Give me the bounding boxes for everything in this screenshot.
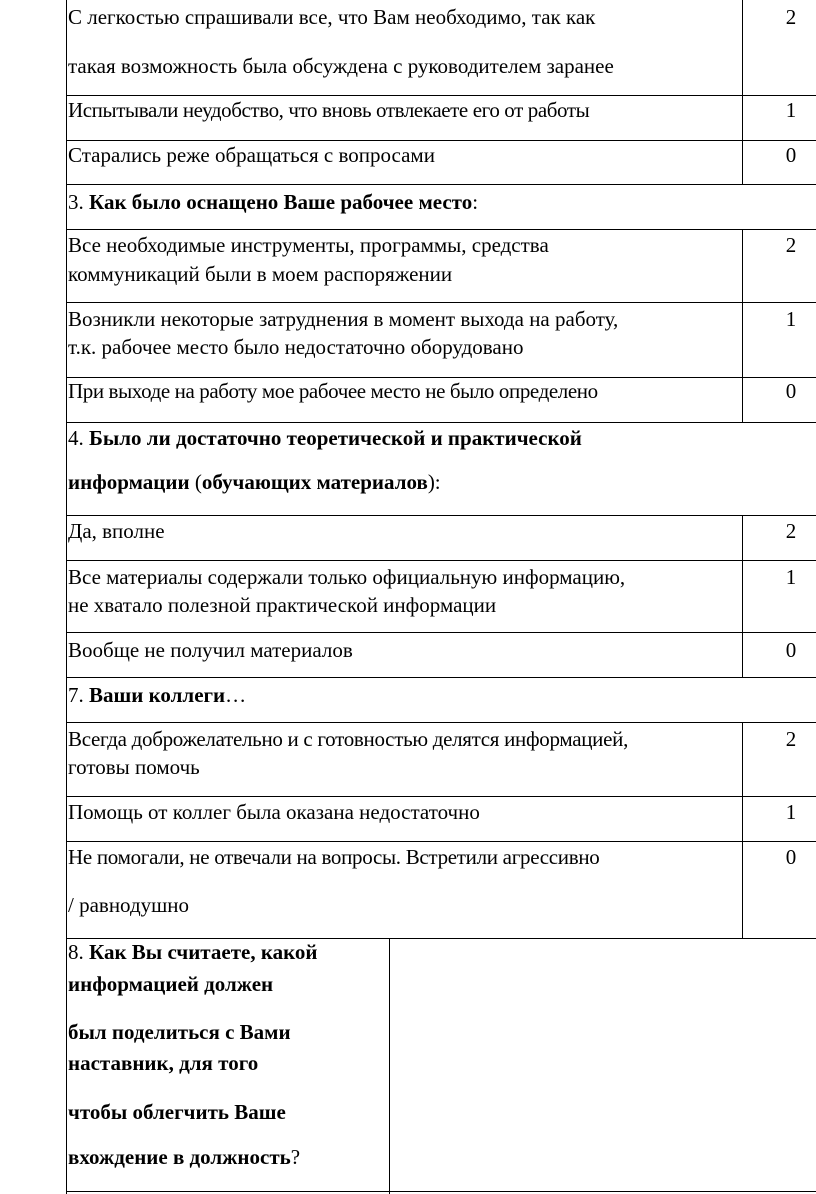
- score-value: 0: [785, 638, 797, 662]
- score-value: 0: [785, 143, 797, 167]
- section-title: Ваши коллеги: [89, 683, 226, 707]
- answer-text: Все необходимые инструменты, программы, средства: [68, 233, 549, 257]
- table-bottom-border: [66, 1191, 816, 1192]
- section-number: 7.: [68, 683, 84, 707]
- section-title: информации: [68, 470, 190, 494]
- score-value: 1: [785, 98, 797, 122]
- section-title-punct: (: [194, 470, 202, 494]
- score-value: 0: [785, 845, 797, 869]
- row-border: [66, 796, 816, 797]
- answer-text: Испытывали неудобство, что вновь отвлекаете его от работы: [68, 98, 590, 122]
- row-border: [66, 140, 816, 141]
- section-title-punct: ?: [290, 1145, 301, 1169]
- row-border: [66, 184, 816, 185]
- section-title-tail: …: [225, 683, 247, 707]
- section-title: информацией должен: [68, 972, 274, 996]
- answer-text: Возникли некоторые затруднения в момент выхода на работу,: [68, 307, 619, 331]
- answer-text: такая возможность была обсуждена с руководителем заранее: [68, 54, 614, 78]
- row-border: [66, 560, 816, 561]
- section-heading-8-line: [68, 1145, 300, 1170]
- section-title: , какой: [250, 940, 318, 964]
- row-border: [66, 722, 816, 723]
- section-heading-8-line: [68, 1020, 291, 1045]
- section-heading-4-line2: [68, 470, 441, 495]
- table-left-border: [66, 0, 67, 1194]
- answer-text: Да, вполне: [68, 519, 165, 543]
- row-border: [66, 677, 816, 678]
- section-number: 4.: [68, 426, 84, 450]
- section-title: чтобы облегчить Ваше: [68, 1100, 286, 1124]
- answer-text: При выходе на работу мое рабочее место не было определено: [68, 379, 598, 403]
- section-heading-8-line: [68, 1100, 286, 1125]
- answer-text: Старались реже обращаться с вопросами: [68, 143, 435, 167]
- answer-text: готовы помочь: [68, 755, 200, 779]
- answer-text: Все материалы содержали только официальную информацию,: [68, 565, 626, 589]
- answer-column-divider: [389, 938, 390, 1194]
- row-border: [66, 841, 816, 842]
- row-border: [66, 632, 816, 633]
- row-border: [66, 938, 816, 939]
- section-title: Как было оснащено Ваше рабочее место: [89, 190, 473, 214]
- section-heading-7: [68, 683, 246, 708]
- answer-text: не хватало полезной практической информации: [68, 593, 497, 617]
- section-title-tail: :: [472, 190, 479, 214]
- section-heading-4: [68, 426, 582, 451]
- section-number: 3.: [68, 190, 84, 214]
- score-value: 1: [785, 800, 797, 824]
- score-value: 2: [785, 5, 797, 29]
- section-title: , для того: [168, 1051, 259, 1075]
- section-heading-3: [68, 190, 478, 215]
- row-border: [66, 515, 816, 516]
- answer-text: / равнодушно: [68, 893, 190, 917]
- score-value: 1: [785, 307, 797, 331]
- score-column-divider: [742, 0, 743, 185]
- score-column-divider: [742, 722, 743, 938]
- answer-text: Не помогали, не отвечали на вопросы. Встретили агрессивно: [68, 845, 600, 869]
- score-value: 0: [785, 379, 797, 403]
- section-title: Как Вы считаете: [89, 940, 251, 964]
- score-value: 1: [785, 565, 797, 589]
- answer-text: Вообще не получил материалов: [68, 638, 353, 662]
- section-title: Было ли достаточно теоретической и практической: [89, 426, 582, 450]
- section-title: наставник: [68, 1051, 169, 1075]
- section-heading-8: [68, 940, 318, 965]
- row-border: [66, 377, 816, 378]
- answer-text: т.к. рабочее место было недостаточно оборудовано: [68, 335, 524, 359]
- section-heading-8-line: [68, 972, 273, 997]
- answer-text: Помощь от коллег была оказана недостаточно: [68, 800, 480, 824]
- section-heading-8-line: [68, 1051, 258, 1076]
- score-value: 2: [785, 519, 797, 543]
- score-value: 2: [785, 233, 797, 257]
- section-number: 8.: [68, 940, 84, 964]
- answer-text: Всегда доброжелательно и с готовностью делятся информацией,: [68, 727, 629, 751]
- score-value: 2: [785, 727, 797, 751]
- row-border: [66, 422, 816, 423]
- section-title-punct: ):: [427, 470, 441, 494]
- answer-text: коммуникаций были в моем распоряжении: [68, 262, 453, 286]
- answer-text: С легкостью спрашивали все, что Вам необходимо, так как: [68, 5, 596, 29]
- score-column-divider: [742, 229, 743, 423]
- row-border: [66, 229, 816, 230]
- row-border: [66, 95, 816, 96]
- row-border: [66, 302, 816, 303]
- section-title: обучающих материалов: [201, 470, 428, 494]
- score-column-divider: [742, 515, 743, 678]
- section-title: был поделиться с Вами: [68, 1020, 291, 1044]
- section-title: вхождение в должность: [68, 1145, 291, 1169]
